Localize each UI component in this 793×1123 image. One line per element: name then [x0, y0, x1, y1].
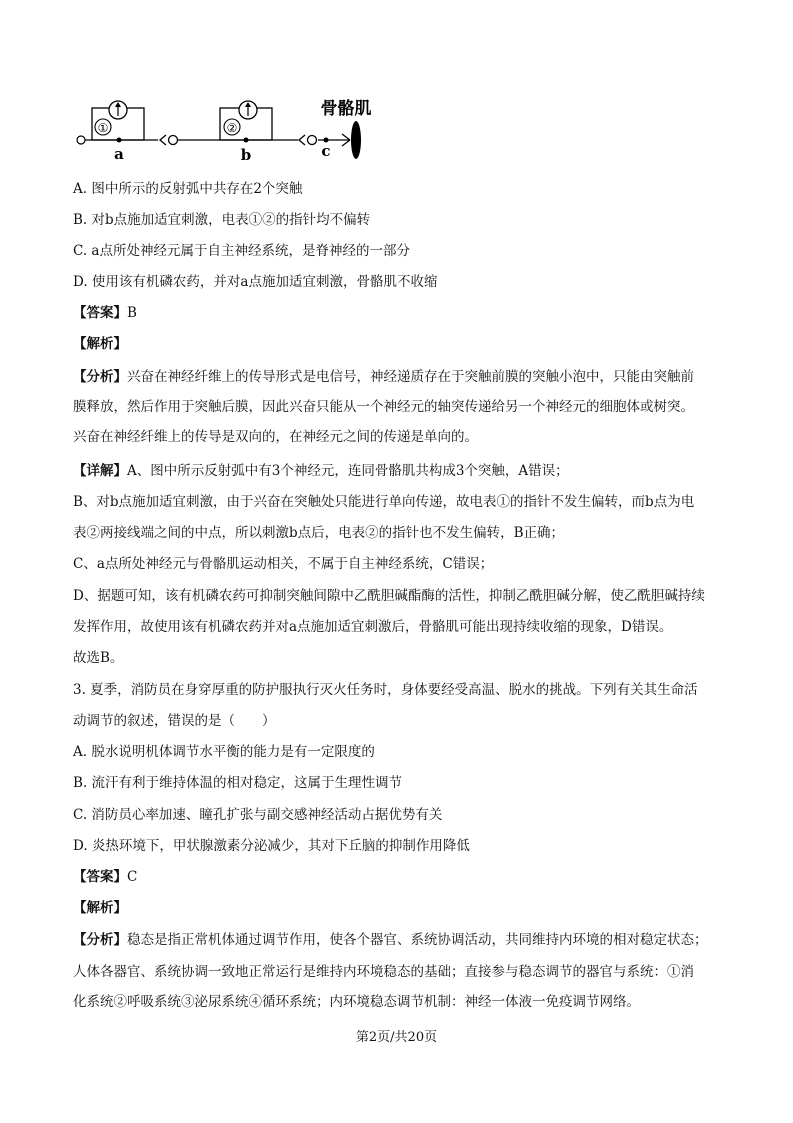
reflex-arc-diagram — [70, 92, 400, 164]
q3-answer: 【答案】C — [73, 869, 138, 885]
point-c-label: c — [321, 142, 331, 160]
q3-fenxi-line-3: 化系统②呼吸系统③泌尿系统④循环系统；内环境稳态调节机制：神经一体液一免疫调节网络。 — [73, 994, 640, 1010]
q2-analysis-tag: 【解析】 — [73, 336, 127, 352]
q2-option-c: C. a点所处神经元属于自主神经系统，是脊神经的一部分 — [73, 243, 410, 259]
q2-option-a: A. 图中所示的反射弧中共存在2个突触 — [73, 181, 303, 197]
q3-fenxi-line-1: 【分析】稳态是指正常机体通过调节作用，使各个器官、系统协调活动，共同维持内环境的相对稳定状态； — [73, 932, 708, 948]
q3-option-a: A. 脱水说明机体调节水平衡的能力是有一定限度的 — [73, 744, 375, 760]
meter-2 — [220, 101, 272, 140]
q3-stem-line-2: 动调节的叙述，错误的是（ ） — [73, 713, 276, 729]
q2-answer — [73, 303, 713, 323]
q2-xiangjie-line-2: B、对b点施加适宜刺激，由于兴奋在突触处只能进行单向传递，故电表①的指针不发生偏转，而b点为电 — [73, 494, 695, 510]
q2-fenxi-line-2: 膜释放，然后作用于突触后膜，因此兴奋只能从一个神经元的轴突传递给另一个神经元的细胞体或树突。 — [73, 399, 694, 415]
q2-fenxi-line-3: 兴奋在神经纤维上的传导是双向的，在神经元之间的传递是单向的。 — [73, 429, 478, 445]
meter-2-label: ② — [226, 121, 238, 135]
page-footer: 第2页/共20页 — [355, 1030, 438, 1045]
q2-xiangjie-line-3: 表②两接线端之间的中点，所以刺激b点后，电表②的指针也不发生偏转，B正确； — [73, 525, 565, 541]
q3-fenxi-line-2: 人体各器官、系统协调一致地正常运行是维持内环境稳态的基础；直接参与稳态调节的器官与系统：①消 — [73, 964, 694, 980]
q2-fenxi-line-1: 【分析】兴奋在神经纤维上的传导形式是电信号，神经递质存在于突触前膜的突触小泡中，只能由突触前 — [73, 369, 694, 385]
cell-body-circle — [77, 136, 85, 144]
q2-xiangjie-line-4: C、a点所处神经元与骨骼肌运动相关，不属于自主神经系统，C错误； — [73, 556, 494, 572]
q3-option-c: C. 消防员心率加速、瞳孔扩张与副交感神经活动占据优势有关 — [73, 807, 443, 823]
q3-option-d: D. 炎热环境下，甲状腺激素分泌减少，其对下丘脑的抑制作用降低 — [73, 838, 470, 854]
q2-option-d: D. 使用该有机磷农药，并对a点施加适宜刺激，骨骼肌不收缩 — [73, 274, 438, 290]
meter-1 — [92, 101, 144, 140]
answer-tag: 【答案】 — [73, 305, 127, 321]
q2-option-b: B. 对b点施加适宜刺激，电表①②的指针均不偏转 — [73, 212, 371, 228]
q2-xiangjie-line-7: 故选B。 — [73, 650, 124, 666]
q3-stem-line-1: 3. 夏季，消防员在身穿厚重的防护服执行灭火任务时，身体要经受高温、脱水的挑战。下列有关其生命活 — [73, 682, 698, 698]
q3-option-b: B. 流汗有利于维持体温的相对稳定，这属于生理性调节 — [73, 775, 403, 791]
q2-xiangjie-line-6: 发挥作用，故使用该有机磷农药并对a点施加适宜刺激后，骨骼肌可能出现持续收缩的现象，D错误。 — [73, 619, 673, 635]
skeletal-muscle-ellipse — [351, 121, 361, 159]
answer-value: B — [127, 305, 137, 321]
synapse-2 — [299, 135, 317, 145]
skeletal-muscle-label: 骨骼肌 — [320, 99, 372, 119]
q3-analysis-tag: 【解析】 — [73, 900, 127, 916]
q2-xiangjie-line-1: 【详解】A、图中所示反射弧中有3个神经元，连同骨骼肌共构成3个突触，A错误； — [73, 463, 569, 479]
point-b-label: b — [240, 146, 252, 164]
point-b-dot — [244, 138, 249, 143]
point-a-label: a — [114, 145, 124, 163]
q2-xiangjie-line-5: D、据题可知，该有机磷农药可抑制突触间隙中乙酰胆碱酯酶的活性，抑制乙酰胆碱分解，使乙酰胆碱持续 — [73, 588, 705, 604]
point-a-dot — [117, 138, 122, 143]
synapse-1 — [160, 135, 178, 145]
meter-1-label: ① — [97, 121, 109, 135]
